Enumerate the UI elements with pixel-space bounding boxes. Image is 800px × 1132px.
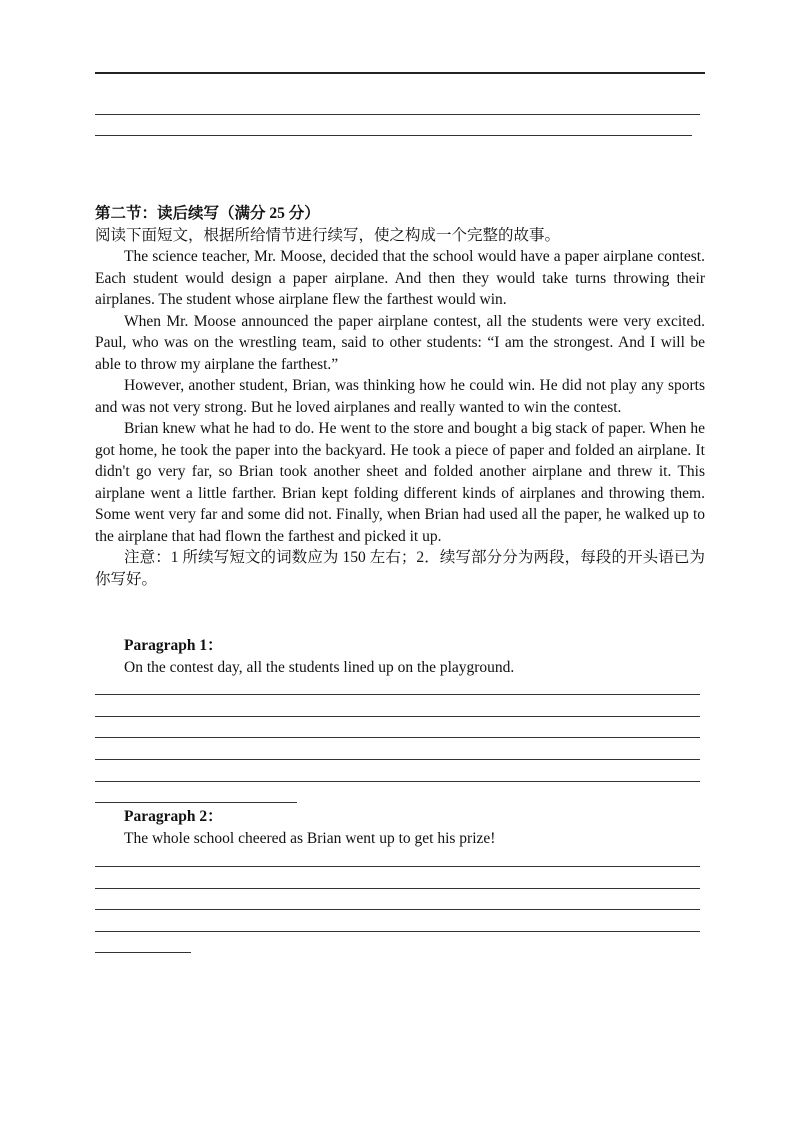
section-title: 第二节：读后续写（满分 25 分） [95,205,320,222]
writing-line [95,781,700,782]
writing-line [95,759,700,760]
paragraph-1-label: Paragraph 1： [124,637,223,654]
paragraph-2-section [95,806,705,849]
writing-note: 注意：1 所续写短文的词数应为 150 左右；2．续写部分分为两段，每段的开头语已为你写好。 [95,549,705,588]
writing-line [95,952,191,953]
top-border-line [95,72,705,74]
paragraph-1-opening: On the contest day, all the students lined up on the playground. [124,658,515,676]
story-paragraph: Brian knew what he had to do. He went to the store and bought a big stack of paper. When he got home, he took the paper into the backyard. He took a piece of paper and folded an airplane. It didn't go very far, so Brian took another sheet and folded another airplane and threw it. This airplane went a little farther. Brian kept folding different kinds of airplanes and throwing them. Some went very far and some did not. Finally, when Brian had used all the paper, he walked up to the airplane that had flown the farthest and picked it up. [95,420,705,545]
answer-line [95,135,692,136]
writing-line [95,694,700,695]
writing-line [95,737,700,738]
section-content [95,203,705,590]
writing-line [95,716,700,717]
writing-line [95,909,700,910]
story-paragraph: However, another student, Brian, was thinking how he could win. He did not play any sports and was not very strong. But he loved airplanes and really wanted to win the contest. [95,377,705,416]
story-paragraph: When Mr. Moose announced the paper airplane contest, all the students were very excited. Paul, who was on the wrestling team, said to other students: “I am the strongest. And I will be able to throw my airplane the farthest.” [95,312,705,373]
writing-line [95,802,297,803]
writing-line [95,866,700,867]
writing-line [95,888,700,889]
story-paragraph: The science teacher, Mr. Moose, decided that the school would have a paper airplane contest. Each student would design a paper airplane. And then they would take turns throwing their airplanes. The student whose airplane flew the farthest would win. [95,248,705,308]
section-instruction: 阅读下面短文，根据所给情节进行续写，使之构成一个完整的故事。 [95,226,561,244]
answer-line [95,114,700,115]
paragraph-1-section [95,635,705,678]
paragraph-2-label: Paragraph 2： [124,808,223,825]
writing-line [95,931,700,932]
paragraph-2-opening: The whole school cheered as Brian went up to get his prize! [124,829,496,847]
